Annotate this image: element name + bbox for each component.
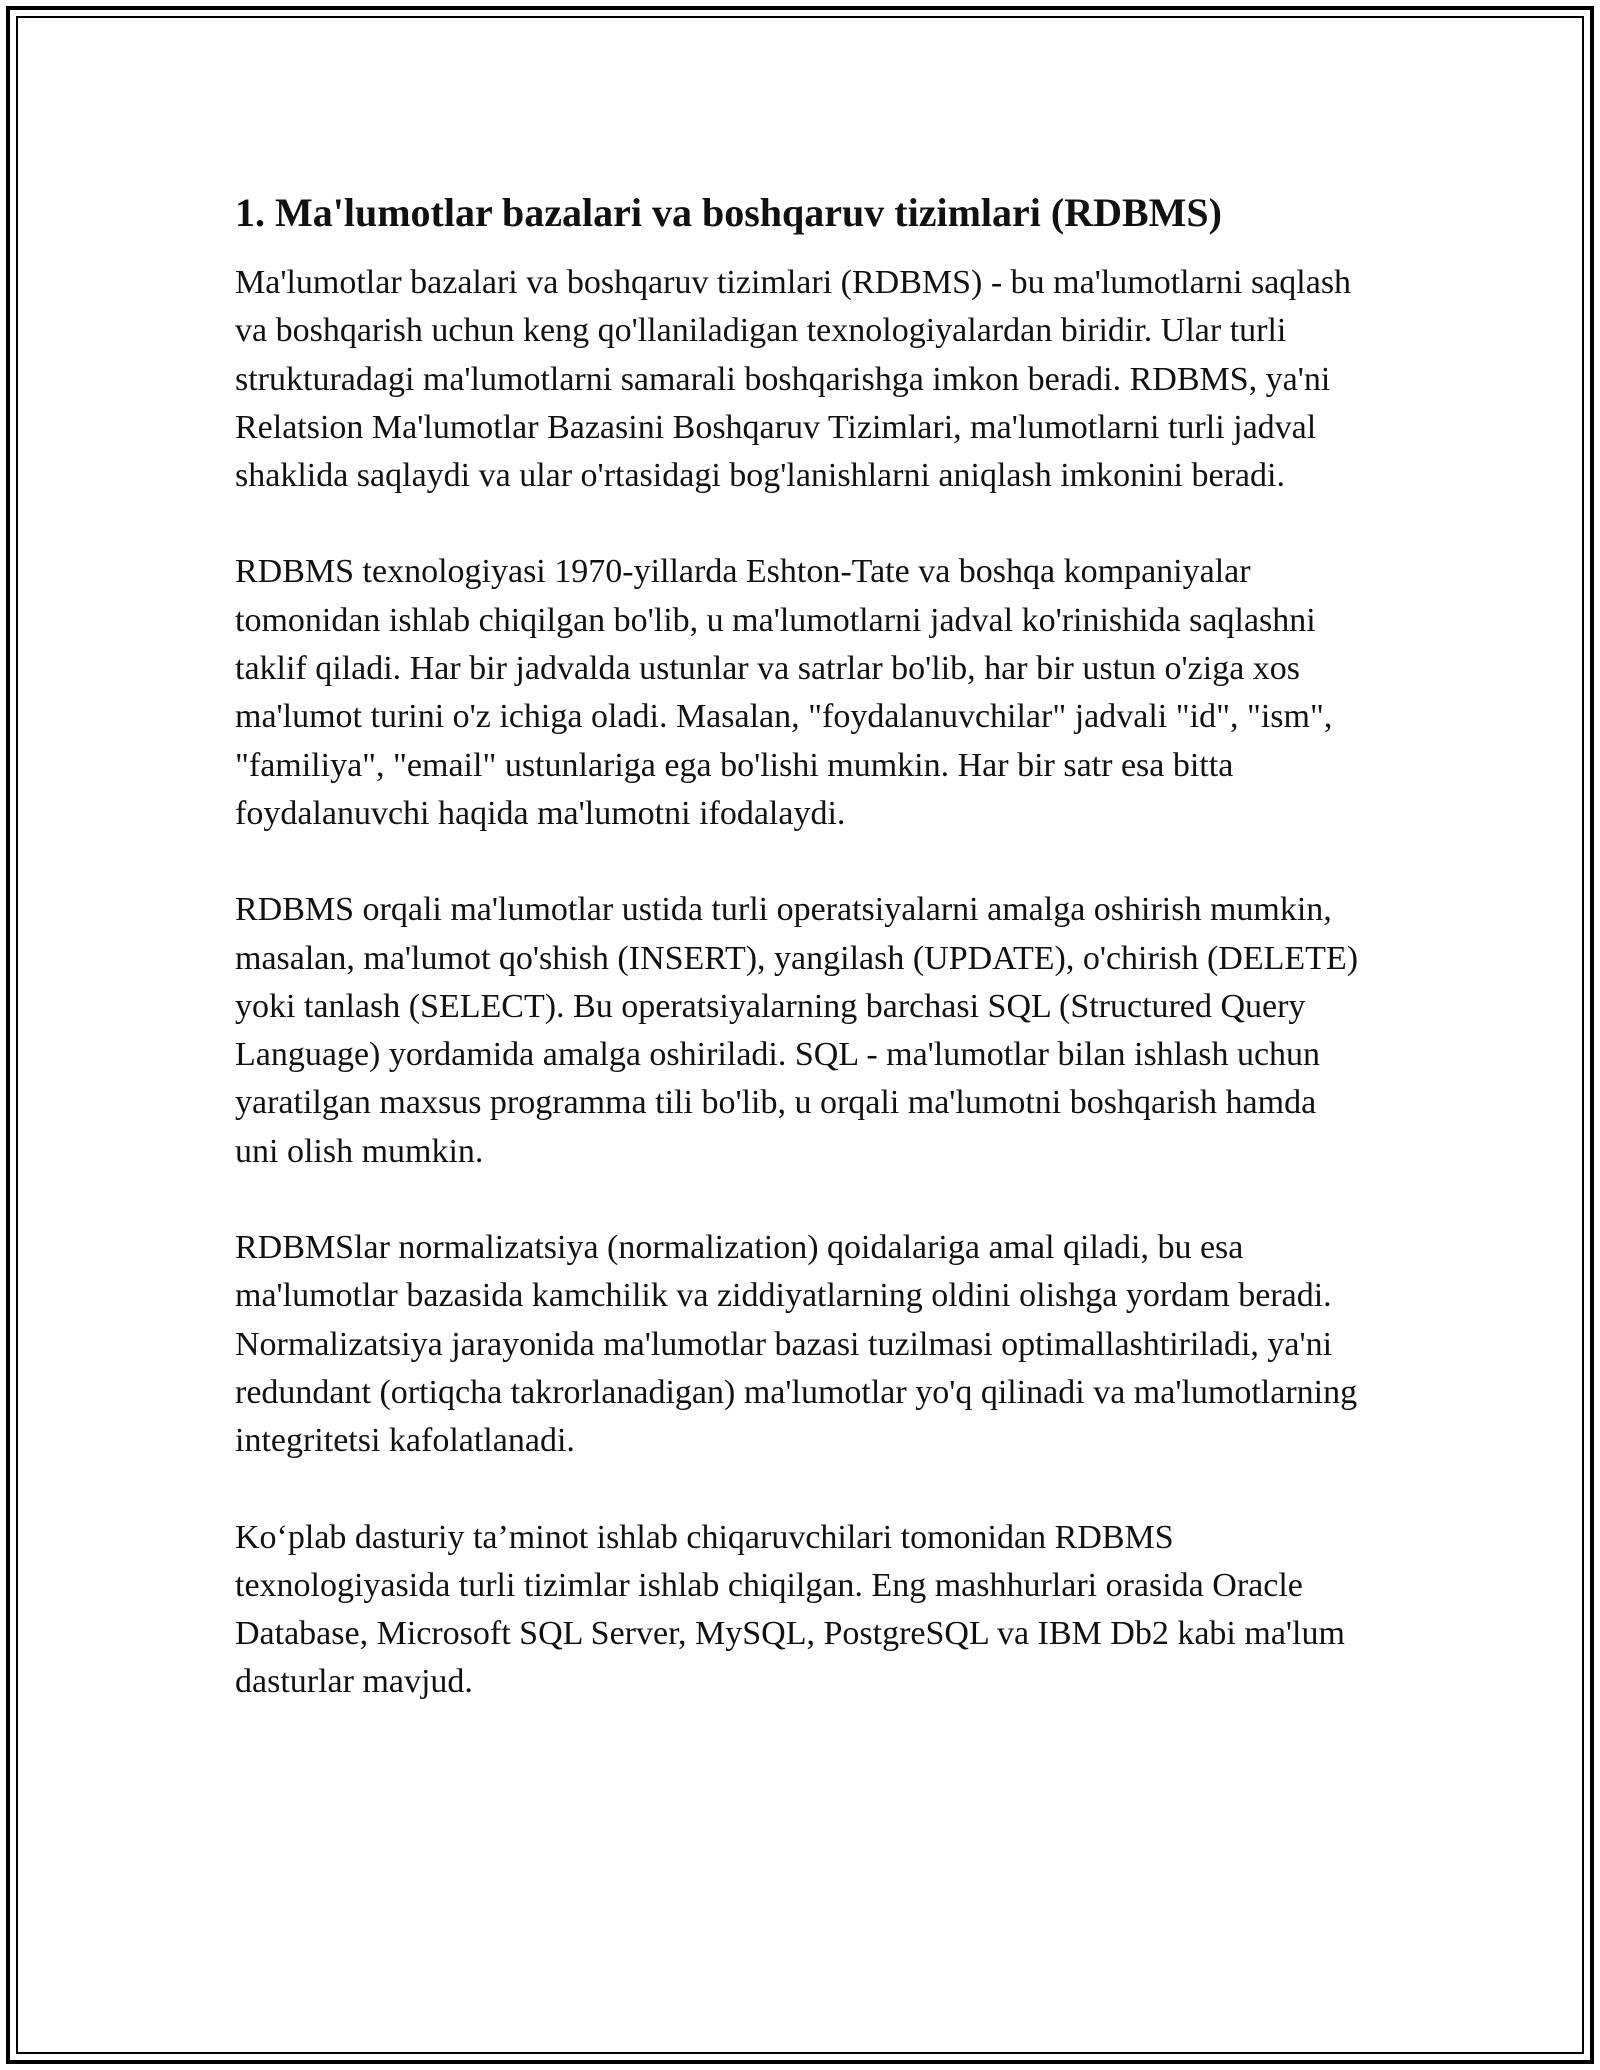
document-body [235, 185, 1365, 1707]
paragraph-normalization: RDBMSlar normalizatsiya (normalization) qoidalariga amal qiladi, bu esa ma'lumotlar bazasida kamchilik va ziddiyatlarning oldini olishga yordam beradi. Normalizatsiya jarayonida ma'lumotlar bazasi tuzilmasi optimallashtiriladi, ya'ni redundant (ortiqcha takrorlanadigan) ma'lumotlar yo'q qilinadi va ma'lumotlarning integritetsi kafolatlanadi. [235, 1229, 1358, 1460]
paragraph-sql-operations: RDBMS orqali ma'lumotlar ustida turli operatsiyalarni amalga oshirish mumkin, masalan, ma'lumot qo'shish (INSERT), yangilash (UPDATE), o'chirish (DELETE) yoki tanlash (SELECT). Bu operatsiyalarning barchasi SQL (Structured Query Language) yordamida amalga oshiriladi. SQL - ma'lumotlar bilan ishlash uchun yaratilgan maxsus programma tili bo'lib, u orqali ma'lumotni boshqarish hamda uni olish mumkin. [235, 891, 1359, 1170]
paragraph-popular-systems: Ko‘plab dasturiy ta’minot ishlab chiqaruvchilari tomonidan RDBMS texnologiyasida turli tizimlar ishlab chiqilgan. Eng mashhurlari orasida Oracle Database, Microsoft SQL Server, MySQL, PostgreSQL va IBM Db2 kabi ma'lum dasturlar mavjud. [235, 1518, 1345, 1701]
paragraph-rdbms-definition: Ma'lumotlar bazalari va boshqaruv tizimlari (RDBMS) - bu ma'lumotlarni saqlash va boshqarish uchun keng qo'llaniladigan texnologiyalardan biridir. Ular turli strukturadagi ma'lumotlarni samarali boshqarishga imkon beradi. RDBMS, ya'ni Relatsion Ma'lumotlar Bazasini Boshqaruv Tizimlari, ma'lumotlarni turli jadval shaklida saqlaydi va ular o'rtasidagi bog'lanishlarni aniqlash imkonini beradi. [235, 264, 1352, 495]
paragraph-rdbms-history: RDBMS texnologiyasi 1970-yillarda Eshton-Tate va boshqa kompaniyalar tomonidan ishlab chiqilgan bo'lib, u ma'lumotlarni jadval ko'rinishida saqlashni taklif qiladi. Har bir jadvalda ustunlar va satrlar bo'lib, har bir ustun o'ziga xos ma'lumot turini o'z ichiga oladi. Masalan, "foydalanuvchilar" jadvali "id", "ism", "familiya", "email" ustunlariga ega bo'lishi mumkin. Har bir satr esa bitta foydalanuvchi haqida ma'lumotni ifodalaydi. [235, 553, 1333, 832]
section-title: 1. Ma'lumotlar bazalari va boshqaruv tizimlari (RDBMS) [235, 190, 1222, 235]
